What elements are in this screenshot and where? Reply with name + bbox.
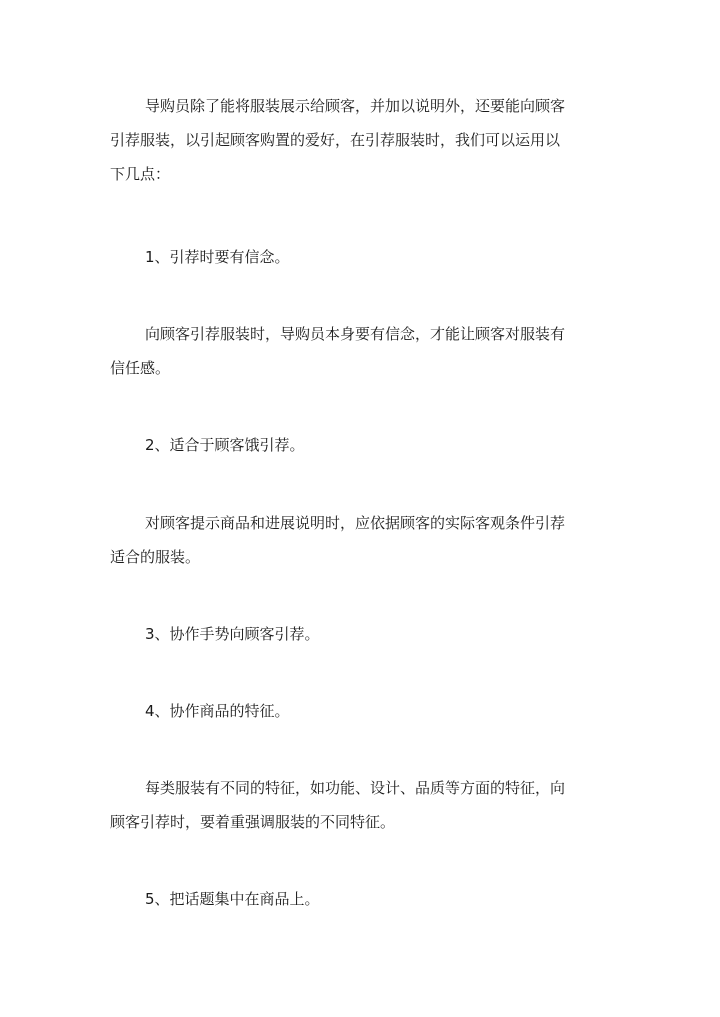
point-4-heading — [110, 694, 610, 728]
heading-line: 2、适合于顾客饿引荐。 — [145, 436, 305, 454]
paragraph-line: 顾客引荐时，要着重强调服装的不同特征。 — [110, 813, 396, 831]
heading-line: 4、协作商品的特征。 — [145, 702, 290, 720]
point-1-heading — [110, 240, 610, 274]
paragraph-line: 向顾客引荐服装时，导购员本身要有信念，才能让顾客对服装有 — [145, 325, 566, 343]
paragraph-line: 下几点： — [110, 165, 171, 183]
paragraph-line: 信任感。 — [110, 359, 171, 377]
paragraph-line: 对顾客提示商品和进展说明时，应依据顾客的实际客观条件引荐 — [145, 514, 566, 532]
heading-line: 1、引荐时要有信念。 — [145, 248, 290, 266]
point-2-body — [110, 506, 610, 574]
heading-line: 5、把话题集中在商品上。 — [145, 890, 320, 908]
point-4-body — [110, 771, 610, 839]
point-2-heading — [110, 428, 610, 462]
point-5-heading — [110, 882, 610, 916]
paragraph-line: 导购员除了能将服装展示给顾客，并加以说明外，还要能向顾客 — [145, 97, 566, 115]
heading-line: 3、协作手势向顾客引荐。 — [145, 625, 320, 643]
paragraph-line: 引荐服装，以引起顾客购置的爱好，在引荐服装时，我们可以运用以 — [110, 131, 561, 149]
point-3-heading — [110, 617, 610, 651]
paragraph-line: 适合的服装。 — [110, 548, 201, 566]
intro-paragraph — [110, 89, 610, 191]
paragraph-line: 每类服装有不同的特征，如功能、设计、品质等方面的特征，向 — [145, 779, 566, 797]
point-1-body — [110, 317, 610, 385]
